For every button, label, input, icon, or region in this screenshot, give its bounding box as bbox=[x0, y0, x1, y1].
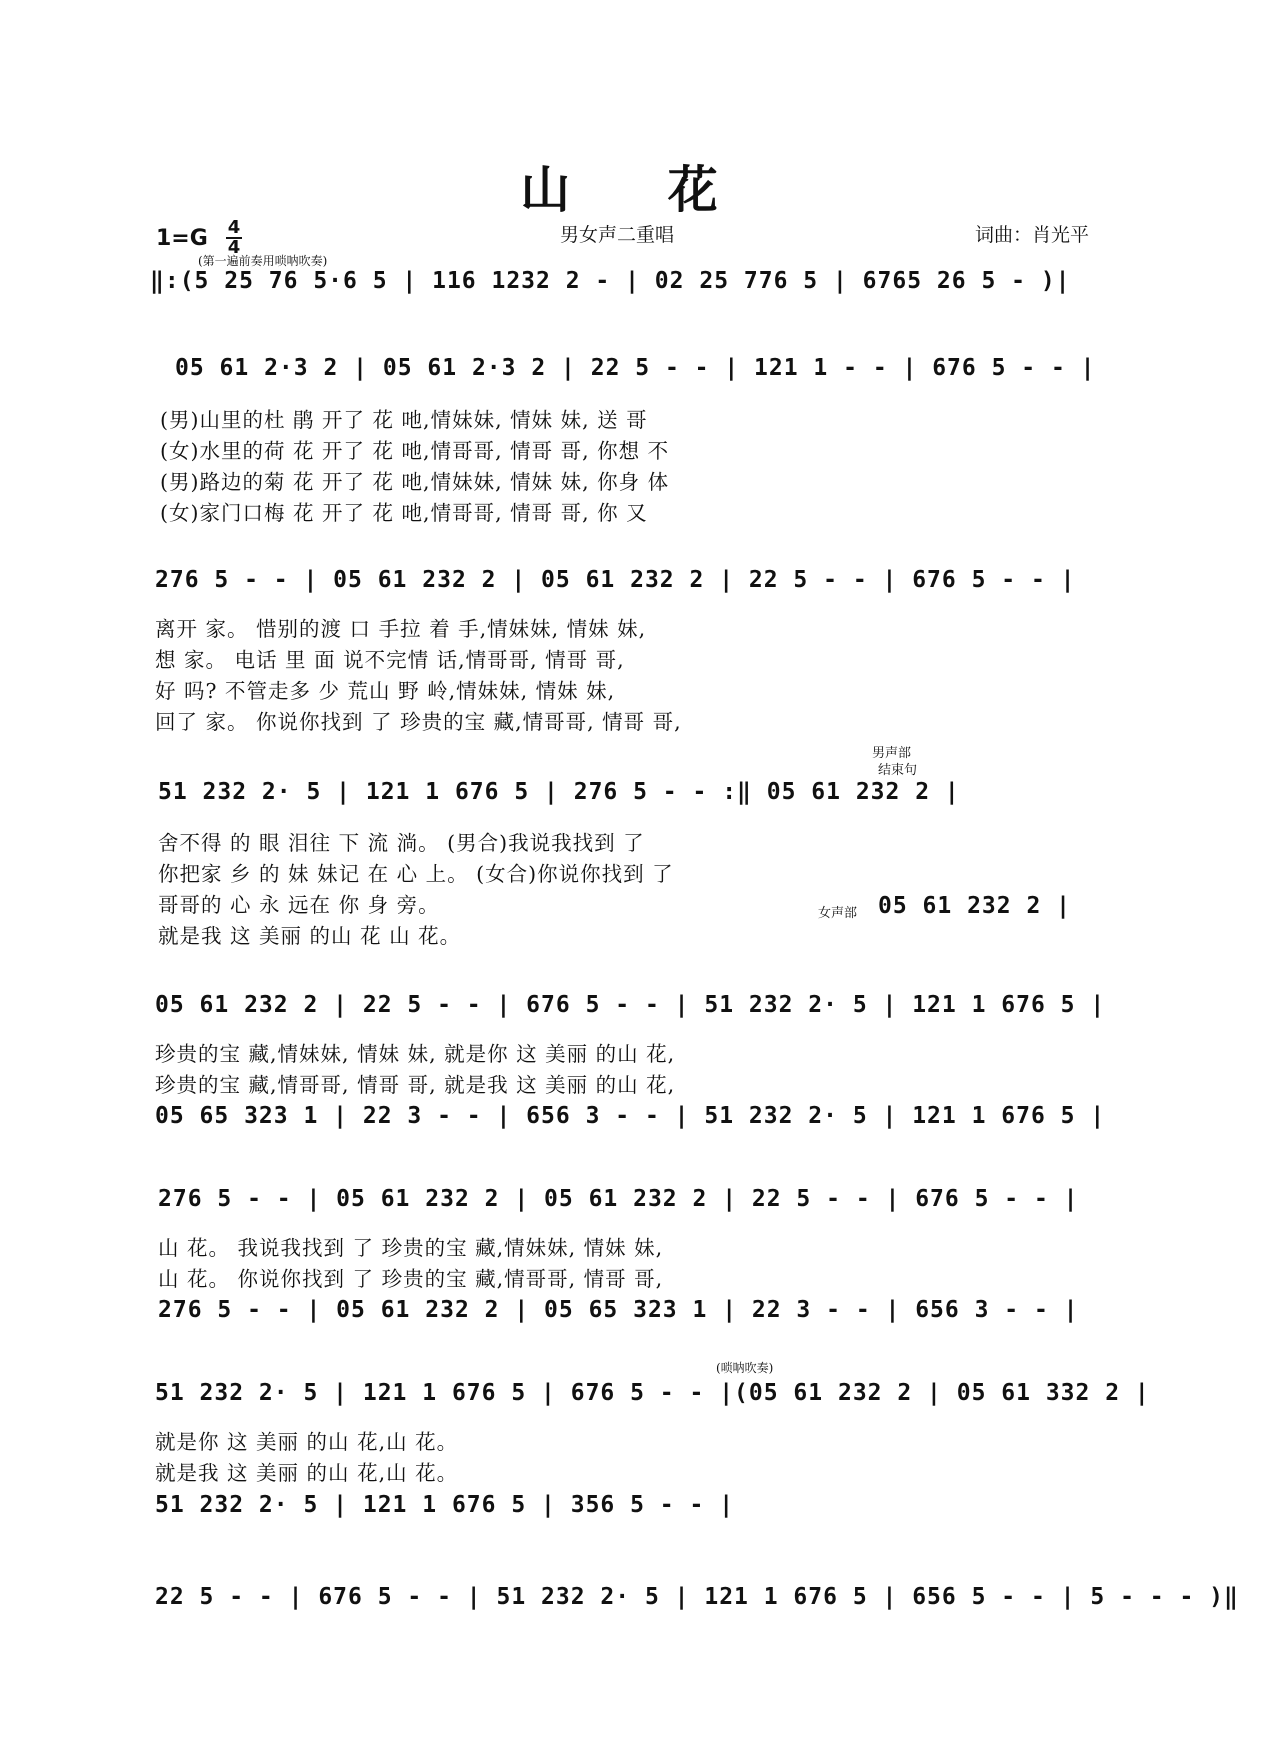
song-title: 山 花 bbox=[520, 160, 758, 219]
subtitle: 男女声二重唱 bbox=[560, 224, 675, 246]
lower-score-line-6: 276 5 - - | 05 61 232 2 | 05 65 323 1 | 22 3 - - | 656 3 - - | bbox=[158, 1297, 1079, 1323]
lower-score-line-5: 05 65 323 1 | 22 3 - - | 656 3 - - | 51 232 2· 5 | 121 1 676 5 | bbox=[155, 1103, 1106, 1129]
lyric-5-1: 珍贵的宝 藏,情妹妹, 情妹 妹, 就是你 这 美丽 的山 花, bbox=[155, 1042, 676, 1066]
lyric-4-1: 舍不得 的 眼 泪往 下 流 淌。 (男合)我说我找到 了 bbox=[158, 831, 645, 855]
score-line-5: 05 61 232 2 | 22 5 - - | 676 5 - - | 51 232 2· 5 | 121 1 676 5 | bbox=[155, 992, 1106, 1018]
score-line-2: 05 61 2·3 2 | 05 61 2·3 2 | 22 5 - - | 121 1 - - | 676 5 - - | bbox=[175, 355, 1096, 381]
time-top: 4 bbox=[227, 217, 241, 238]
lower-score-line-7: 51 232 2· 5 | 121 1 676 5 | 356 5 - - | bbox=[155, 1492, 735, 1518]
score-line-6: 276 5 - - | 05 61 232 2 | 05 61 232 2 | 22 5 - - | 676 5 - - | bbox=[158, 1186, 1079, 1212]
intro-note: (第一遍前奏用唢呐吹奏) bbox=[198, 254, 328, 268]
lyric-2-3: (男)路边的菊 花 开了 花 吔,情妹妹, 情妹 妹, 你身 体 bbox=[160, 470, 670, 494]
lyric-5-2: 珍贵的宝 藏,情哥哥, 情哥 哥, 就是我 这 美丽 的山 花, bbox=[155, 1073, 676, 1097]
lyric-4-3: 哥哥的 心 永 远在 你 身 旁。 bbox=[158, 893, 440, 917]
lyric-4-4: 就是我 这 美丽 的山 花 山 花。 bbox=[158, 924, 462, 948]
lyric-7-1: 就是你 这 美丽 的山 花,山 花。 bbox=[155, 1430, 459, 1454]
key-signature: 1=G bbox=[156, 226, 208, 251]
lyric-3-1: 离开 家。 惜别的渡 口 手拉 着 手,情妹妹, 情妹 妹, bbox=[155, 617, 647, 641]
time-bottom: 4 bbox=[227, 237, 241, 258]
time-signature bbox=[226, 217, 242, 258]
score-line-7: 51 232 2· 5 | 121 1 676 5 | 676 5 - - |(05 61 232 2 | 05 61 332 2 | bbox=[155, 1380, 1150, 1406]
lyric-4-2: 你把家 乡 的 妹 妹记 在 心 上。 (女合)你说你找到 了 bbox=[158, 862, 674, 886]
interlude-note: (唢呐吹奏) bbox=[716, 1361, 774, 1375]
score-line-3: 276 5 - - | 05 61 232 2 | 05 61 232 2 | 22 5 - - | 676 5 - - | bbox=[155, 567, 1076, 593]
score-line-4: 51 232 2· 5 | 121 1 676 5 | 276 5 - - :‖ 05 61 232 2 | bbox=[158, 779, 960, 805]
lyric-2-2: (女)水里的荷 花 开了 花 吔,情哥哥, 情哥 哥, 你想 不 bbox=[160, 439, 670, 463]
lyric-2-4: (女)家门口梅 花 开了 花 吔,情哥哥, 情哥 哥, 你 又 bbox=[160, 501, 648, 525]
male-end-label: 结束句 bbox=[878, 763, 918, 778]
lyric-3-4: 回了 家。 你说你找到 了 珍贵的宝 藏,情哥哥, 情哥 哥, bbox=[155, 710, 682, 734]
male-part-label: 男声部 bbox=[872, 746, 912, 761]
female-score-line-4: 05 61 232 2 | bbox=[878, 893, 1072, 919]
lyric-6-2: 山 花。 你说你找到 了 珍贵的宝 藏,情哥哥, 情哥 哥, bbox=[158, 1267, 664, 1291]
lyric-7-2: 就是我 这 美丽 的山 花,山 花。 bbox=[155, 1461, 459, 1485]
score-line-8: 22 5 - - | 676 5 - - | 51 232 2· 5 | 121 1 676 5 | 656 5 - - | 5 - - - )‖ bbox=[155, 1584, 1239, 1610]
score-line-1: ‖:(5 25 76 5·6 5 | 116 1232 2 - | 02 25 776 5 | 6765 26 5 - )| bbox=[150, 268, 1071, 294]
lyric-3-2: 想 家。 电话 里 面 说不完情 话,情哥哥, 情哥 哥, bbox=[155, 648, 625, 672]
female-part-label: 女声部 bbox=[818, 906, 858, 921]
lyric-2-1: (男)山里的杜 鹃 开了 花 吔,情妹妹, 情妹 妹, 送 哥 bbox=[160, 408, 648, 432]
credit: 词曲：肖光平 bbox=[975, 224, 1090, 246]
lyric-6-1: 山 花。 我说我找到 了 珍贵的宝 藏,情妹妹, 情妹 妹, bbox=[158, 1236, 664, 1260]
lyric-3-3: 好 吗? 不管走多 少 荒山 野 岭,情妹妹, 情妹 妹, bbox=[155, 679, 616, 703]
